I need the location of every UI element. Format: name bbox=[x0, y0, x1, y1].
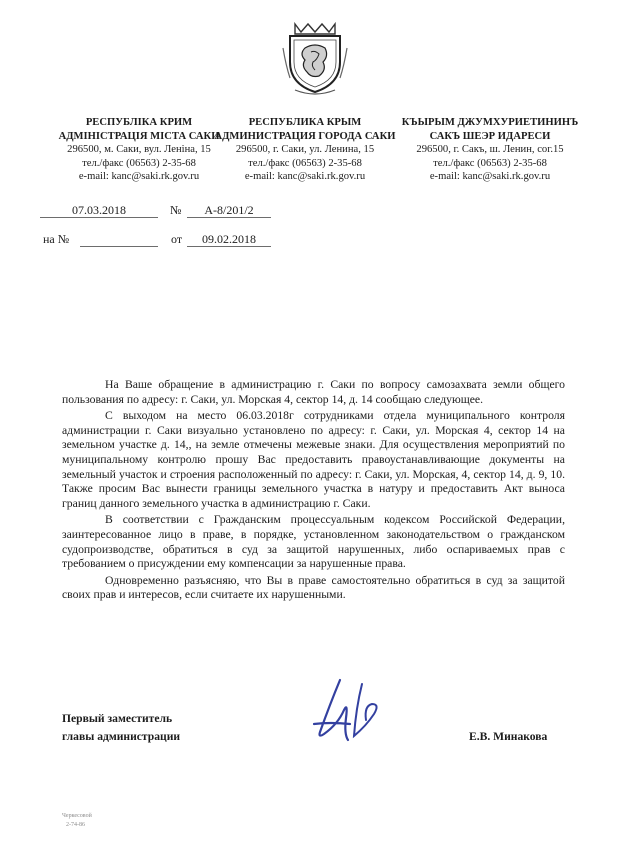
signatory-name: Е.В. Минакова bbox=[469, 730, 548, 743]
body-paragraph-2: С выходом на место 06.03.2018г сотрудниками отдела муниципального контроля администрации г. Саки визуально установлено по адресу: г. Саки, ул. Морская 4, сектор 14 на земельном участке д. 14,, на земле отмечены межевые знаки. Для осуществления мероприятий по муниципальному контролю прошу Вас предоставить правоустанавливающие документы на земельный участок и строения расположенный по адресу: г. Саки, ул. Морская, 4, сектор 14, д. 9, 10. Также просим Вас вынести границы земельного участка в натуру и предоставить Акт выноса границ данного земельного участка в администрацию г. Саки. bbox=[62, 409, 565, 510]
header-ukr-address: 296500, м. Саки, вул. Леніна, 15 bbox=[67, 144, 211, 156]
number-label: № bbox=[170, 203, 182, 217]
on-number-label: на № bbox=[43, 232, 70, 246]
outgoing-number: А-8/201/2 bbox=[187, 203, 271, 218]
coat-of-arms-emblem bbox=[281, 18, 349, 96]
outgoing-date: 07.03.2018 bbox=[40, 203, 158, 218]
header-crt-phone: тел./факс (06563) 2-35-68 bbox=[433, 157, 547, 169]
letter-body bbox=[62, 378, 565, 605]
handwritten-signature bbox=[300, 674, 400, 754]
header-russian bbox=[210, 116, 400, 184]
header-rus-address: 296500, г. Саки, ул. Ленина, 15 bbox=[235, 144, 375, 156]
signatory-title-line2: главы администрации bbox=[62, 730, 181, 743]
header-ukr-email: e-mail: kanc@saki.rk.gov.ru bbox=[78, 171, 200, 183]
body-paragraph-1: На Ваше обращение в администрацию г. Саки по вопросу самозахвата земли общего пользования по адресу: г. Саки, ул. Морская 4, сектор 14, д. 14 сообщаю следующее. bbox=[62, 378, 565, 406]
signatory-title bbox=[62, 710, 180, 746]
body-paragraph-4: Одновременно разъясняю, что Вы в праве самостоятельно обратиться в суд за защитой своих прав и интересов, если считаете их нарушенными. bbox=[62, 573, 565, 602]
header-crt-address: 296500, г. Сакъ, ш. Ленин, сог.15 bbox=[416, 144, 564, 156]
header-rus-email: e-mail: kanc@saki.rk.gov.ru bbox=[244, 171, 366, 183]
on-number-value bbox=[80, 232, 158, 247]
header-ukr-line1: РЕСПУБЛІКА КРИМ bbox=[85, 117, 193, 128]
header-crimean-tatar bbox=[395, 116, 585, 184]
header-ukrainian bbox=[44, 116, 234, 184]
header-rus-line2: АДМИНИСТРАЦИЯ ГОРОДА САКИ bbox=[214, 130, 396, 142]
signatory-title-line1: Первый заместитель bbox=[62, 712, 173, 725]
header-crt-line1: КЪЫРЫМ ДЖУМХУРИЕТИНИНЪ bbox=[401, 117, 579, 128]
header-rus-phone: тел./факс (06563) 2-35-68 bbox=[248, 157, 362, 169]
footer-phone: 2-74-86 bbox=[66, 822, 85, 828]
from-label: от bbox=[171, 232, 183, 246]
from-date: 09.02.2018 bbox=[187, 232, 271, 247]
header-ukr-line2: АДМІНІСТРАЦІЯ МІСТА САКИ bbox=[58, 130, 220, 142]
footer-executor bbox=[62, 812, 92, 830]
body-paragraph-3: В соответствии с Гражданским процессуальным кодексом Российской Федерации, заинтересованное лицо в праве, в порядке, установленном законодательством о гражданском судопроизводстве, обратиться в суд за защитой нарушенных, либо оспариваемых прав с требованием о присуждении ему компенсации за нарушенные права. bbox=[62, 513, 565, 571]
header-rus-line1: РЕСПУБЛИКА КРЫМ bbox=[248, 117, 362, 128]
footer-author: Черкесовой bbox=[62, 813, 92, 819]
header-ukr-phone: тел./факс (06563) 2-35-68 bbox=[82, 157, 196, 169]
header-crt-email: e-mail: kanc@saki.rk.gov.ru bbox=[429, 171, 551, 183]
header-crt-line2: САКЪ ШЕЭР ИДАРЕСИ bbox=[429, 130, 551, 142]
